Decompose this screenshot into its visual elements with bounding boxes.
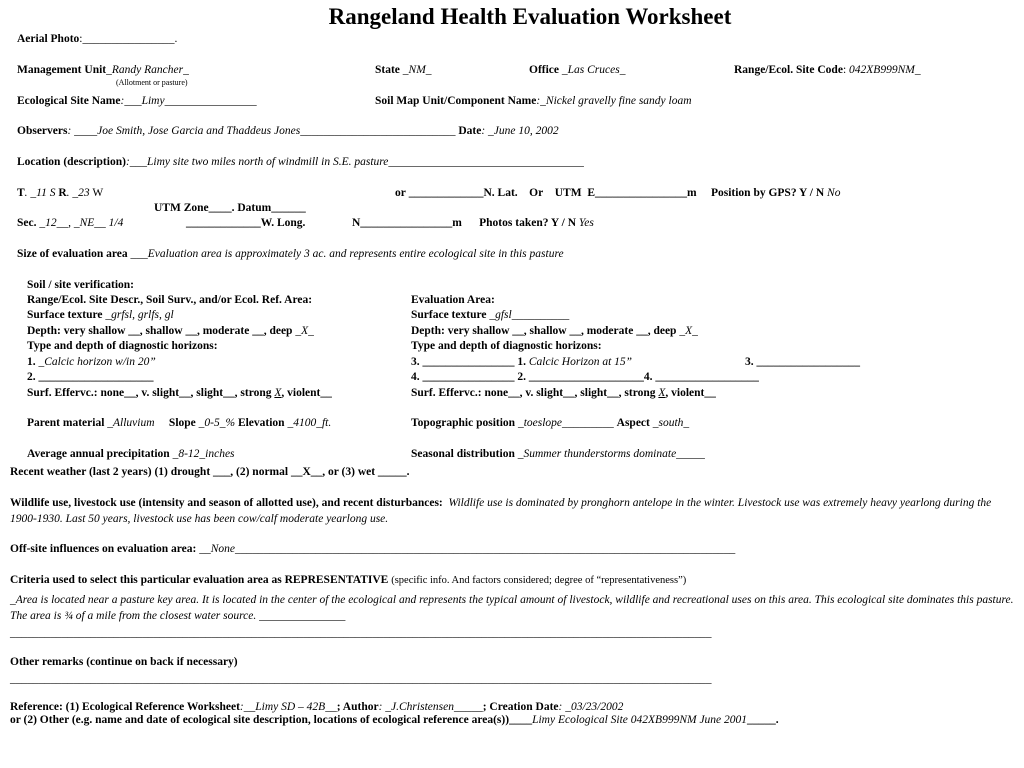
criteria-blank-line: __________________________________________________________________________________________________________________________ [10,627,712,639]
reference-line-1: Reference: (1) Ecological Reference Worksheet:__Limy SD – 42B__; Author: _J.Christensen_____; Creation Date: _03/23/2002 [10,701,624,713]
ref-horizon-2-field: 2. ____________________ [27,371,154,383]
section-field: Sec. _12__, _NE__ 1/4 [17,217,124,229]
eval-horizons-heading: Type and depth of diagnostic horizons: [411,340,602,352]
ref-horizons-heading: Type and depth of diagnostic horizons: [27,340,218,352]
topographic-position-field: Topographic position _toeslope_________ Aspect _south_ [411,417,690,429]
location-field: Location (description):___Limy site two miles north of windmill in S.E. pasture__________________________________ [17,156,584,168]
office-field: Office _Las Cruces_ [529,64,626,76]
eval-horizon-row-1: 3. ________________ 1. Calcic Horizon at 15” [411,356,633,368]
management-unit-field: Management Unit_Randy Rancher_ [17,64,189,76]
township-range-field: T. _11 S R. _23 W [17,187,104,199]
criteria-heading: Criteria used to select this particular evaluation area as REPRESENTATIVE (specific info. And factors considered; degree of “representativeness”) [10,574,687,586]
wildlife-use-field: Wildlife use, livestock use (intensity and season of allotted use), and recent disturbances: Wildlife use is dominated by pronghorn antelope in the winter. Livestock use was extremely heavy yearlong during the 1900-1930. Last 50 years, livestock use has been cow/calf moderate yearlong use. [10,497,992,525]
reference-line-2: or (2) Other (e.g. name and date of ecological site description, locations of ecological reference area(s))____Limy Ecological Site 042XB999NM June 2001_____. [10,714,779,726]
evaluation-area-heading: Evaluation Area: [411,294,495,306]
northing-field: N________________m Photos taken? Y / N Yes [352,217,594,229]
state-field: State _NM_ [375,64,432,76]
observers-field: Observers: ____Joe Smith, Jose Garcia and Thaddeus Jones___________________________ Date: _June 10, 2002 [17,125,559,137]
soil-reference-heading: Range/Ecol. Site Descr., Soil Surv., and/or Ecol. Ref. Area: [27,294,313,306]
ref-horizon-1-field: 1. _Calcic horizon w/in 20” [27,356,156,368]
ref-effervescence-field: Surf. Effervc.: none__, v. slight__, slight__, strong X, violent__ [27,387,332,399]
management-unit-sublabel: (Allotment or pasture) [116,78,188,87]
recent-weather-field: Recent weather (last 2 years) (1) drought ___, (2) normal __X__, or (3) wet _____. [10,466,410,478]
evaluation-area-size-field: Size of evaluation area ___Evaluation area is approximately 3 ac. and represents entire ecological site in this pasture [17,248,564,260]
longitude-field: _____________W. Long. [186,217,306,229]
eval-horizon-3-field: 3. __________________ [745,356,860,368]
utm-zone-field: UTM Zone____. Datum______ [154,202,306,214]
ref-surface-texture-field: Surface texture _grfsl, grlfs, gl [27,309,174,321]
remarks-blank-line: __________________________________________________________________________________________________________________________ [10,673,712,685]
other-remarks-heading: Other remarks (continue on back if necessary) [10,656,238,668]
soil-verification-heading: Soil / site verification: [27,279,134,291]
eval-surface-texture-field: Surface texture _gfsl__________ [411,309,570,321]
aerial-photo-field: Aerial Photo:________________. [17,33,178,45]
offsite-influences-field: Off-site influences on evaluation area: __None_______________________________________________________________________________________ [10,543,736,555]
ecological-site-name-field: Ecological Site Name:___Limy________________ [17,95,257,107]
range-site-code-field: Range/Ecol. Site Code: 042XB999NM_ [734,64,921,76]
precipitation-field: Average annual precipitation _8-12_inches [27,448,235,460]
ref-depth-field: Depth: very shallow __, shallow __, moderate __, deep _X_ [27,325,314,337]
criteria-description: _Area is located near a pasture key area. It is located in the center of the ecological and represents the typical amount of livestock, wildlife and recreational uses on this area. This ecological site dominates this pasture. The area is ¾ of a mile from the closest water source. _______________ [10,594,1014,622]
parent-material-field: Parent material _Alluvium Slope _0-5_% Elevation _4100_ft. [27,417,332,429]
soil-map-field: Soil Map Unit/Component Name:_Nickel gravelly fine sandy loam [375,95,692,107]
eval-effervescence-field: Surf. Effervc.: none__, v. slight__, slight__, strong X, violent__ [411,387,716,399]
page-title: Rangeland Health Evaluation Worksheet [328,4,732,29]
seasonal-distribution-field: Seasonal distribution _Summer thunderstorms dominate_____ [411,448,705,460]
utm-position-line: or _____________N. Lat. Or UTM E________________m Position by GPS? Y / N No [395,187,841,199]
eval-depth-field: Depth: very shallow __, shallow __, moderate __, deep _X_ [411,325,698,337]
eval-horizon-row-2: 4. ________________ 2. ____________________4. __________________ [411,371,759,383]
